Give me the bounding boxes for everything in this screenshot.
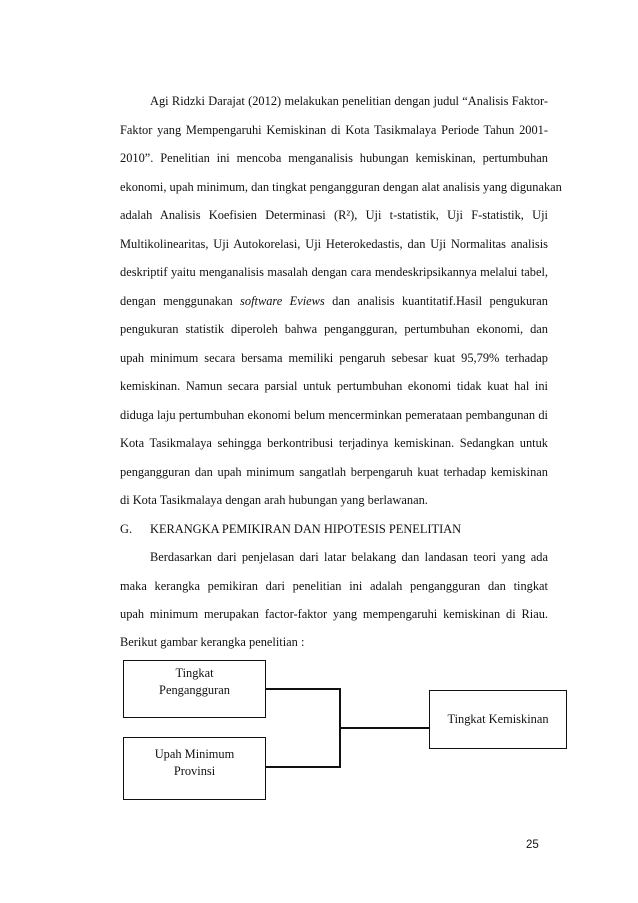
paragraph-1-line-4: ekonomi, upah minimum, dan tingkat pengangguran dengan alat analisis yang digunakan [120,180,562,194]
connector-to-kemiskinan [339,727,429,729]
paragraph-1-line-14: pengangguran dan upah minimum sangatlah berpengaruh kuat terhadap kemiskinan [120,465,548,479]
paragraph-1-line-8 [120,293,548,309]
paragraph-2-line-3: upah minimum merupakan factor-faktor yang mempengaruhi kemiskinan di Riau. [120,607,548,621]
paragraph-1-line-7: deskriptif yaitu menganalisis masalah dengan cara mendeskripsikannya melalui tabel, [120,265,548,279]
paragraph-1-line-8-before: dengan menggunakan [120,294,241,308]
connector-box1-horizontal [266,688,340,690]
paragraph-2-line-4: Berikut gambar kerangka penelitian : [120,635,305,649]
paragraph-1-line-15: di Kota Tasikmalaya dengan arah hubungan yang berlawanan. [120,493,428,507]
box2-line-1: Upah Minimum [154,747,235,761]
paragraph-1-line-1: Agi Ridzki Darajat (2012) melakukan penelitian dengan judul “Analisis Faktor- [150,94,548,108]
paragraph-2-line-1: Berdasarkan dari penjelasan dari latar belakang dan landasan teori yang ada [150,550,548,564]
paragraph-1-line-13: Kota Tasikmalaya sehingga berkontribusi terjadinya kemiskinan. Sedangkan untuk [120,436,548,450]
box1-line-1: Tingkat [175,666,214,680]
paragraph-1-line-12: diduga laju pertumbuhan ekonomi belum mencerminkan pemerataan pembangunan di [120,408,548,422]
box3-line-1: Tingkat Kemiskinan [447,712,549,726]
section-number: G. [120,522,133,536]
page-number: 25 [526,839,539,851]
tingkat-pengangguran-box [123,660,266,718]
paragraph-1-line-3: 2010”. Penelitian ini mencoba menganalisis hubungan kemiskinan, pertumbuhan [120,151,548,165]
paragraph-1-line-6: Multikolinearitas, Uji Autokorelasi, Uji Heterokedastis, dan Uji Normalitas analisis [120,237,548,251]
section-title: KERANGKA PEMIKIRAN DAN HIPOTESIS PENELITIAN [150,522,462,536]
box1-line-2: Pengangguran [159,683,230,697]
connector-box2-horizontal [266,766,340,768]
paragraph-1-line-2: Faktor yang Mempengaruhi Kemiskinan di Kota Tasikmalaya Periode Tahun 2001- [120,123,548,137]
paragraph-1-line-9: pengukuran statistik diperoleh bahwa pengangguran, pertumbuhan ekonomi, dan [120,322,548,336]
tingkat-kemiskinan-box [429,690,567,749]
box2-line-2: Provinsi [173,764,216,778]
paragraph-1-line-8-after: dan analisis kuantitatif.Hasil pengukuran [324,294,548,308]
paragraph-2-line-2: maka kerangka pemikiran dari penelitian ini adalah pengangguran dan tingkat [120,579,548,593]
paragraph-1-line-10: upah minimum secara bersama memiliki pengaruh sebesar kuat 95,79% terhadap [120,351,548,365]
paragraph-1-line-5: adalah Analisis Koefisien Determinasi (R²), Uji t-statistik, Uji F-statistik, Uji [120,208,548,222]
paragraph-1-line-11: kemiskinan. Namun secara parsial untuk pertumbuhan ekonomi tidak kuat hal ini [120,379,548,393]
upah-minimum-provinsi-box [123,737,266,800]
software-eviews-term: software Eviews [240,294,325,308]
